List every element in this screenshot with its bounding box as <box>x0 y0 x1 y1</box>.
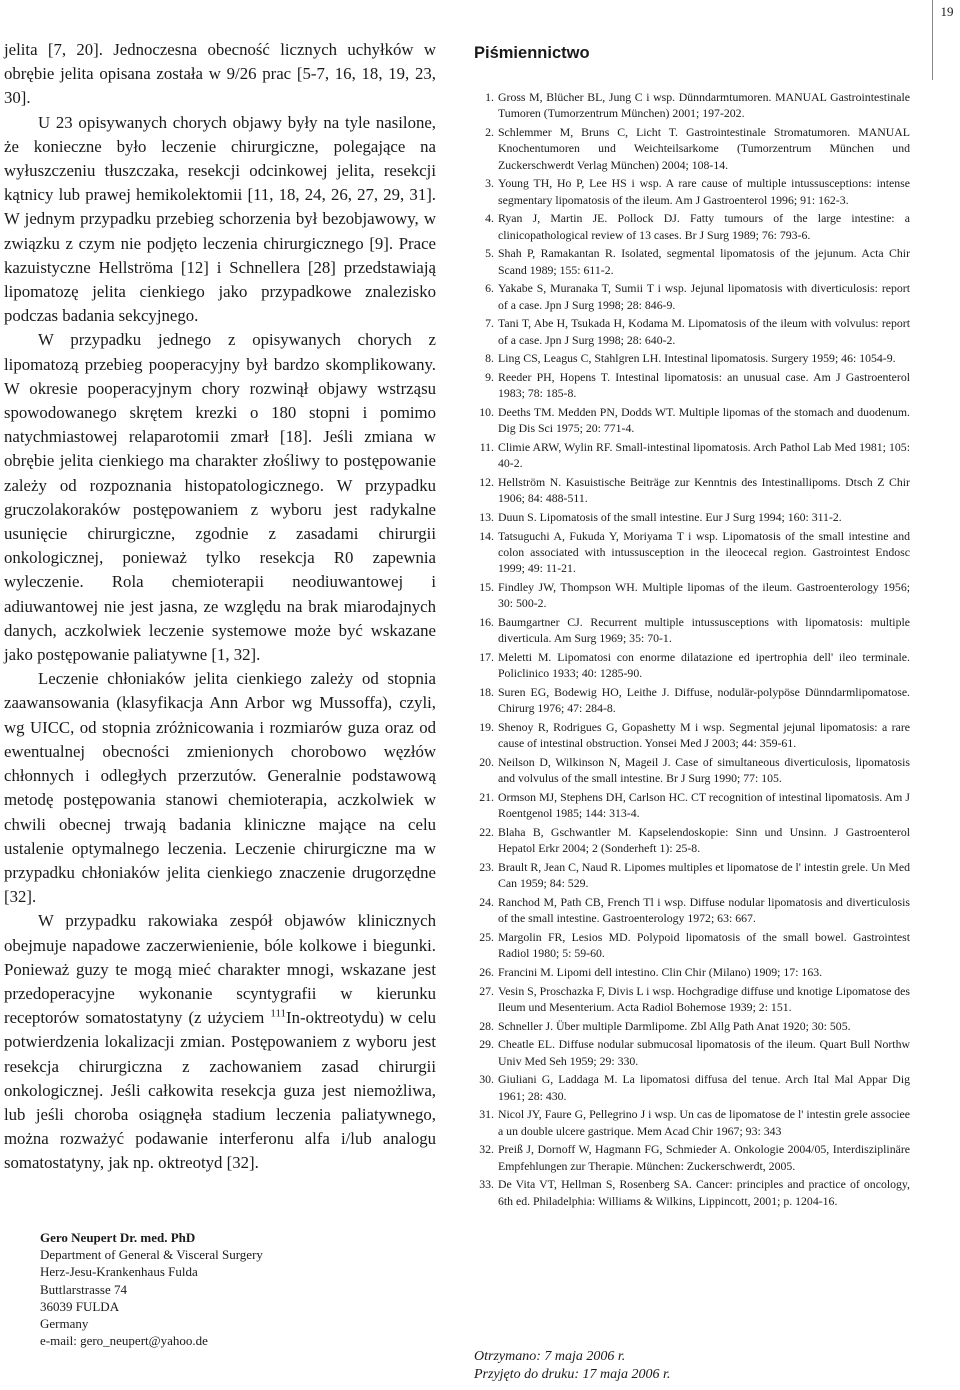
reference-text: Blaha B, Gschwantler M. Kapselendoskopie: Sinn und Unsinn. J Gastroenterol Hepatol Erkr 2004; 2 (Sonderheft 1): 25-8. <box>498 825 910 856</box>
reference-item <box>474 754 910 787</box>
reference-number: 21 . <box>474 789 494 805</box>
reference-item <box>474 789 910 822</box>
reference-text: Neilson D, Wilkinson N, Mageil J. Case of simultaneous diverticulosis, lipomatosis and volvulus of the small intestine. Br J Surg 1990; 77: 105. <box>498 755 910 786</box>
article-body <box>4 38 436 1176</box>
body-paragraph-5-part-2: In-oktreotydu) w celu potwierdzenia lokalizacji zmian. Postępowaniem z wyboru jest resekcja chirurgiczna z zachowaniem zasad chirurgii onkologicznej. Jeśli całkowita resekcja guza jest niemożliwa, lub jeśli choroba osiągnęła stadium leczenia paliatywnego, można rozważyć podawanie interferonu alfa i/lub analogu somatostatyny, jak np. oktreotyd [32]. <box>4 1008 436 1173</box>
reference-item <box>474 983 910 1016</box>
reference-text: Margolin FR, Lesios MD. Polypoid lipomatosis of the small bowel. Gastrointest Radiol 1980; 5: 59-60. <box>498 930 910 961</box>
reference-number: 22 . <box>474 824 494 840</box>
reference-text: Schlemmer M, Bruns C, Licht T. Gastrointestinale Stromatumoren. MANUAL Knochentumoren und Weichteilsarkome (Tumorzentrum München und Zuckerschwerdt Verlag München) 2004; 108-14. <box>498 125 910 172</box>
reference-item <box>474 684 910 717</box>
reference-text: Duun S. Lipomatosis of the small intestine. Eur J Surg 1994; 160: 311-2. <box>498 510 842 524</box>
reference-number: 2 . <box>474 124 494 140</box>
reference-text: Climie ARW, Wylin RF. Small-intestinal lipomatosis. Arch Pathol Lab Med 1981; 105: 40-2. <box>498 440 910 471</box>
isotope-superscript: 111 <box>270 1007 287 1020</box>
reference-number: 5 . <box>474 245 494 261</box>
reference-text: Giuliani G, Laddaga M. La lipomatosi diffusa del tenue. Arch Ital Mal Appar Dig 1961; 28: 430. <box>498 1072 910 1103</box>
reference-item <box>474 1141 910 1174</box>
body-paragraph-2: U 23 opisywanych chorych objawy były na tyle nasilone, że konieczne było leczenie chirurgiczne, polegające na wyłuszczeniu tłuszczaka, resekcji odcinkowej jelita, resekcji kątnicy lub prawej hemikolektomii [11, 18, 24, 26, 27, 29, 31]. W jednym przypadku przebieg schorzenia był bezobjawowy, w związku z czym nie podjęto leczenia chirurgicznego [9]. Prace kazuistyczne Hellströma [12] i Schnellera [28] przedstawiają lipomatozę jelita cienkiego jako przypadkowe znalezisko podczas badania sekcyjnego. <box>4 112 436 326</box>
reference-text: Tatsuguchi A, Fukuda Y, Moriyama T i wsp. Lipomatosis of the small intestine and colon associated with intussusception in the ileocecal region. Gastrointest Endosc 1999; 49: 11-21. <box>498 528 910 576</box>
reference-text: Deeths TM. Medden PN, Dodds WT. Multiple lipomas of the stomach and duodenum. Dig Dis Sci 1975; 20: 771-4. <box>498 405 910 436</box>
reference-number: 10 . <box>474 404 494 420</box>
reference-text: Preiß J, Dornoff W, Hagmann FG, Schmieder A. Onkologie 2004/05, Interdisziplinäre Empfehlungen zur Therapie. München: Zuckerschwerdt, 2005. <box>498 1142 910 1173</box>
reference-text: De Vita VT, Hellman S, Rosenberg SA. Cancer: principles and practice of oncology, 6th ed. Philadelphia: Williams & Wilkins, Lippincott, 2001; p. 1204-16. <box>498 1177 910 1208</box>
reference-item <box>474 369 910 402</box>
reference-item <box>474 579 910 612</box>
reference-number: 1 . <box>474 89 494 105</box>
reference-number: 16 . <box>474 614 494 630</box>
publication-dates <box>474 1348 670 1384</box>
reference-text: Ling CS, Leagus C, Stahlgren LH. Intestinal lipomatosis. Surgery 1959; 46: 1054-9. <box>498 351 896 366</box>
reference-number: 15 . <box>474 579 494 595</box>
reference-item <box>474 1106 910 1139</box>
reference-number: 11 . <box>474 439 494 455</box>
reference-text: Brault R, Jean C, Naud R. Lipomes multiples et lipomatose de l' intestin grele. Un Med Can 1959; 84: 529. <box>498 860 911 891</box>
reference-number: 18 . <box>474 684 494 700</box>
reference-text: Ormson MJ, Stephens DH, Carlson HC. CT recognition of intestinal lipomatosis. Am J Roentgenol 1985; 144: 313-4. <box>498 790 910 821</box>
reference-number: 3 . <box>474 175 494 191</box>
reference-number: 33 . <box>474 1176 494 1192</box>
reference-item <box>474 280 910 313</box>
author-address <box>40 1229 440 1349</box>
reference-item <box>474 245 910 278</box>
reference-number: 14 . <box>474 528 494 544</box>
body-paragraph-3: W przypadku jednego z opisywanych chorych z lipomatozą przebieg pooperacyjny był bardzo skomplikowany. W okresie pooperacyjnym chory rozwinął objawy wstrząsu spowodowanego skrętem krezki o 180 stopni i pomimo natychmiastowej relaparotomii zmarł [18]. Jeśli zmiana w obrębie jelita cienkiego ma charakter złośliwy to postępowanie zależy od rozpoznania histopatologicznego. W przypadku gruczolakoraków postępowaniem z wyboru jest radykalne usunięcie chirurgiczne, zgodnie z zasadami chirurgii onkologicznej, ponieważ tylko resekcja R0 zapewnia wyleczenie. Rola chemioterapii neodiuwantowej i adiuwantowej nie jest jasna, ze względu na brak miarodajnych danych, aczkolwiek leczenie systemowe może być wskazane jako postępowanie paliatywne [1, 32]. <box>4 330 436 665</box>
address-line: Department of General & Visceral Surgery <box>40 1247 263 1263</box>
address-line: Buttlarstrasse 74 <box>40 1281 128 1297</box>
reference-number: 24 . <box>474 894 494 910</box>
author-name: Gero Neupert Dr. med. PhD <box>40 1230 196 1245</box>
reference-text: Baumgartner CJ. Recurrent multiple intussusceptions with lipomatosis: multiple diverticula. Am Surg 1969; 35: 70-1. <box>498 615 910 646</box>
body-paragraph-1: jelita [7, 20]. Jednoczesna obecność licznych uchyłków w obrębie jelita opisana została w 9/26 prac [5-7, 16, 18, 19, 23, 30]. <box>4 40 436 108</box>
reference-number: 4 . <box>474 210 494 226</box>
reference-text: Gross M, Blücher BL, Jung C i wsp. Dünndarmtumoren. MANUAL Gastrointestinale Tumoren (Tumorzentrum München) 2001; 197-202. <box>498 90 910 121</box>
reference-item <box>474 124 910 173</box>
references-heading: Piśmiennictwo <box>474 44 590 62</box>
reference-number: 25 . <box>474 929 494 945</box>
reference-item <box>474 175 910 208</box>
reference-number: 9 . <box>474 369 494 385</box>
reference-text: Nicol JY, Faure G, Pellegrino J i wsp. Un cas de lipomatose de l' intestin grele associee a un double ulcere gastrique. Mem Acad Chir 1967; 93: 343 <box>498 1107 910 1138</box>
reference-item <box>474 719 910 752</box>
reference-number: 12 . <box>474 474 494 490</box>
reference-text: Tani T, Abe H, Tsukada H, Kodama M. Lipomatosis of the ileum with volvulus: report of a case. Jpn J Surg 1998; 28: 640-2. <box>498 316 910 347</box>
address-line: Herz-Jesu-Krankenhaus Fulda <box>40 1264 198 1280</box>
reference-text: Ranchod M, Path CB, French Tl i wsp. Diffuse nodular lipomatosis and diverticulosis of the small intestine. Gastroenterology 1972; 63: 667. <box>498 895 910 926</box>
reference-item <box>474 89 910 122</box>
reference-item <box>474 404 910 437</box>
reference-item <box>474 528 910 577</box>
author-email: e-mail: gero_neupert@yahoo.de <box>40 1333 208 1349</box>
reference-number: 27 . <box>474 983 494 999</box>
reference-number: 26 . <box>474 964 494 980</box>
reference-item <box>474 649 910 682</box>
references-section <box>474 44 910 1211</box>
reference-number: 32 . <box>474 1141 494 1157</box>
reference-item <box>474 439 910 472</box>
reference-number: 30 . <box>474 1071 494 1087</box>
reference-item <box>474 929 910 962</box>
address-line: Germany <box>40 1316 89 1332</box>
reference-item <box>474 210 910 243</box>
reference-text: Shenoy R, Rodrigues G, Gopashetty M i wsp. Segmental jejunal lipomatosis: a rare cause of intestinal obstruction. Yonsei Med J 2003; 44: 359-61. <box>498 720 910 751</box>
body-paragraph-4: Leczenie chłoniaków jelita cienkiego zależy od stopnia zaawansowania (klasyfikacja Ann Arbor wg Mussoffa), czyli, wg UICC, od stopnia zróżnicowania i rozmiarów guza oraz od ewentualnej obecności zmienionych chorobowo węzłów chłonnych i odległych przerzutów. Generalnie podstawową metodę postępowania stanowi chemioterapia, aczkolwiek w chwili obecnej trwają badania kliniczne mające na celu ustalenie optymalnego leczenia. Leczenie chirurgiczne ma w przypadku chłoniaków jelita cienkiego znaczenie drugorzędne [32]. <box>4 669 436 907</box>
page-number: 19 <box>932 0 960 80</box>
reference-text: Schneller J. Über multiple Darmlipome. Zbl Allg Path Anat 1920; 30: 505. <box>498 1018 851 1033</box>
reference-number: 31 . <box>474 1106 494 1122</box>
reference-item <box>474 350 910 366</box>
reference-item <box>474 614 910 647</box>
reference-text: Reeder PH, Hopens T. Intestinal lipomatosis: an unusual case. Am J Gastroenterol 1983; 78: 185-8. <box>498 370 910 401</box>
reference-text: Meletti M. Lipomatosi con enorme dilatazione ed ipertrophia dell' ileo terminale. Policlinico 1933; 40: 1285-90. <box>498 650 910 681</box>
reference-item <box>474 859 910 892</box>
body-paragraph-5 <box>4 909 436 1175</box>
reference-item <box>474 964 910 980</box>
reference-text: Francini M. Lipomi dell intestino. Clin Chir (Milano) 1909; 17: 163. <box>498 965 823 979</box>
reference-text: Ryan J, Martin JE. Pollock DJ. Fatty tumours of the large intestine: a clinicopathological review of 13 cases. Br J Surg 1989; 76: 793-6. <box>498 211 910 242</box>
reference-item <box>474 474 910 507</box>
reference-number: 19 . <box>474 719 494 735</box>
reference-text: Cheatle EL. Diffuse nodular submucosal lipomatosis of the ileum. Quart Bull Northw Univ Med Seh 1959; 29: 330. <box>498 1037 910 1068</box>
references-list <box>474 89 910 1209</box>
reference-text: Young TH, Ho P, Lee HS i wsp. A rare cause of multiple intussusceptions: intense segmentary lipomatosis of the ileum. Am J Gastroenterol 1996; 91: 162-3. <box>498 176 910 207</box>
address-line: 36039 FULDA <box>40 1298 120 1314</box>
reference-item <box>474 1036 910 1069</box>
reference-number: 23 . <box>474 859 494 875</box>
reference-item <box>474 509 910 525</box>
reference-text: Shah P, Ramakantan R. Isolated, segmental lipomatosis of the jejunum. Acta Chir Scand 1989; 155: 611-2. <box>498 246 910 277</box>
body-paragraph-5-part-1: W przypadku rakowiaka zespół objawów klinicznych obejmuje napadowe zaczerwienienie, bóle kolkowe i biegunki. Ponieważ guzy te mogą mieć charakter mnogi, wskazane jest przedoperacyjne wykonanie scyntygrafii w kierunku receptorów somatostatyny (z użyciem <box>4 911 436 1028</box>
reference-item <box>474 894 910 927</box>
reference-number: 7 . <box>474 315 494 331</box>
received-date: Otrzymano: 7 maja 2006 r. <box>474 1349 626 1364</box>
accepted-date: Przyjęto do druku: 17 maja 2006 r. <box>474 1367 671 1382</box>
reference-text: Suren EG, Bodewig HO, Leithe J. Diffuse, nodulär-polypöse Dünndarmlipomatose. Chirurg 1976; 47: 284-8. <box>498 685 910 716</box>
reference-number: 6 . <box>474 280 494 296</box>
reference-number: 13 . <box>474 509 494 525</box>
reference-text: Yakabe S, Muranaka T, Sumii T i wsp. Jejunal lipomatosis with diverticulosis: report of a case. Jpn J Surg 1998; 28: 846-9. <box>498 281 910 312</box>
reference-item <box>474 824 910 857</box>
reference-number: 17 . <box>474 649 494 665</box>
reference-item <box>474 315 910 348</box>
reference-text: Hellström N. Kasuistische Beiträge zur Kenntnis des Intestinallipoms. Dtsch Z Chir 1906; 84: 488-511. <box>498 475 910 506</box>
reference-number: 8 . <box>474 350 494 366</box>
reference-number: 28 . <box>474 1018 494 1034</box>
reference-item <box>474 1071 910 1104</box>
reference-number: 20 . <box>474 754 494 770</box>
reference-item <box>474 1176 910 1209</box>
reference-number: 29 . <box>474 1036 494 1052</box>
reference-item <box>474 1018 910 1034</box>
reference-text: Vesin S, Proschazka F, Divis L i wsp. Hochgradige diffuse und knotige Lipomatose des Ileum und Mesenterium. Acta Radiol Bohemose 1939; 2: 151. <box>498 983 910 1014</box>
reference-text: Findley JW, Thompson WH. Multiple lipomas of the ileum. Gastroenterology 1956; 30: 500-2. <box>498 580 910 611</box>
